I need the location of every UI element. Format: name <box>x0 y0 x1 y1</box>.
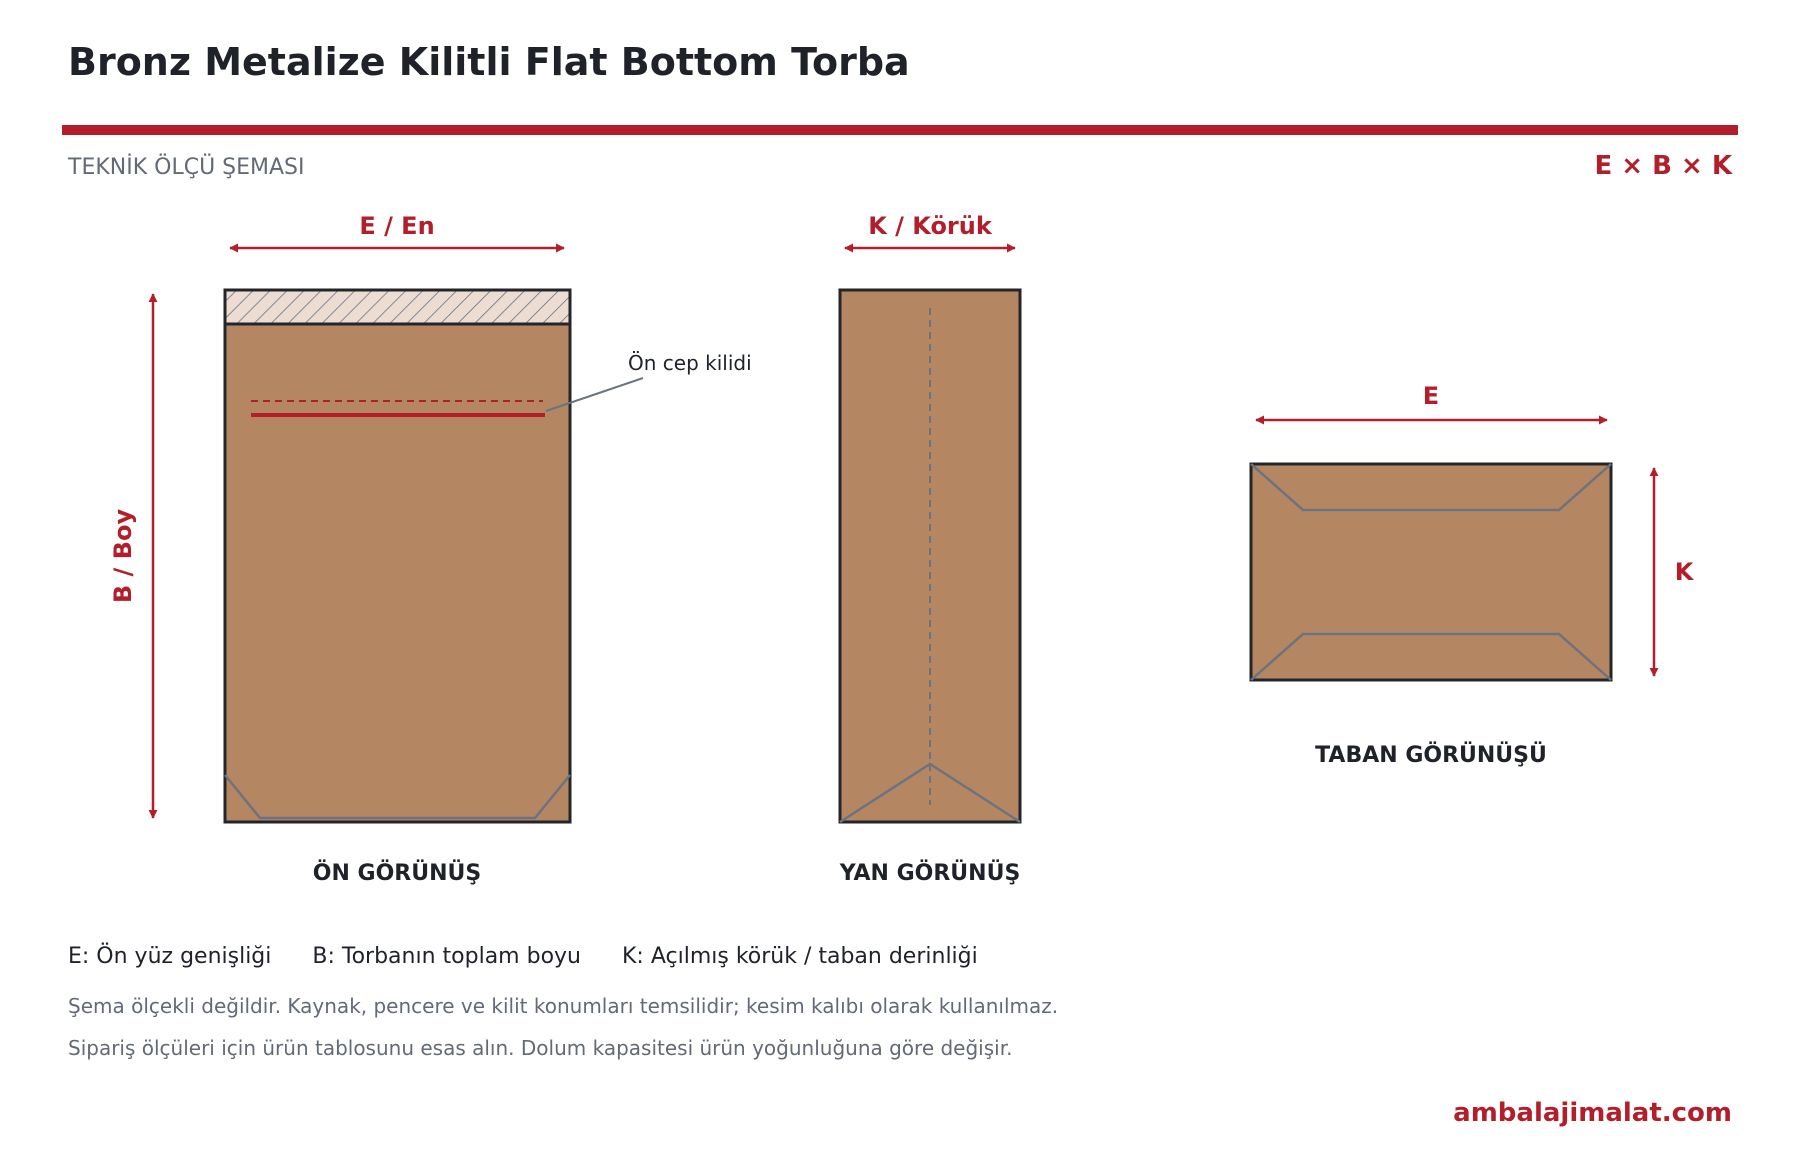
bottom-base <box>1251 464 1611 680</box>
legend-b: B: Torbanın toplam boyu <box>312 944 581 969</box>
page-title: Bronz Metalize Kilitli Flat Bottom Torba <box>68 40 910 84</box>
page-subtitle: TEKNİK ÖLÇÜ ŞEMASI <box>68 155 305 180</box>
front-top-seal <box>225 290 570 324</box>
brand-link[interactable]: ambalajimalat.com <box>1453 1098 1732 1128</box>
side-view <box>839 212 1021 886</box>
front-height-label: B / Boy <box>109 508 137 604</box>
dimension-formula: E × B × K <box>1594 151 1732 181</box>
front-bag-body <box>225 290 570 822</box>
front-width-label: E / En <box>359 212 435 240</box>
legend-e: E: Ön yüz genişliği <box>68 944 272 969</box>
front-view <box>109 212 752 886</box>
bottom-width-label: E <box>1422 382 1440 410</box>
zipper-callout: Ön cep kilidi <box>628 351 752 375</box>
scale-note: Şema ölçekli değildir. Kaynak, pencere ve kilit konumları temsilidir; kesim kalıbı olarak kullanılmaz. <box>68 994 1059 1018</box>
bottom-view-caption: TABAN GÖRÜNÜŞÜ <box>1315 743 1547 768</box>
front-view-caption: ÖN GÖRÜNÜŞ <box>312 861 482 886</box>
order-note: Sipariş ölçüleri için ürün tablosunu esas alın. Dolum kapasitesi ürün yoğunluğuna göre değişir. <box>68 1036 1013 1060</box>
legend-k: K: Açılmış körük / taban derinliği <box>622 944 978 969</box>
side-view-caption: YAN GÖRÜNÜŞ <box>839 861 1021 886</box>
side-width-label: K / Körük <box>868 212 992 240</box>
bottom-view <box>1251 382 1695 768</box>
bottom-depth-label: K <box>1674 558 1694 586</box>
dimension-legend <box>68 944 1012 969</box>
